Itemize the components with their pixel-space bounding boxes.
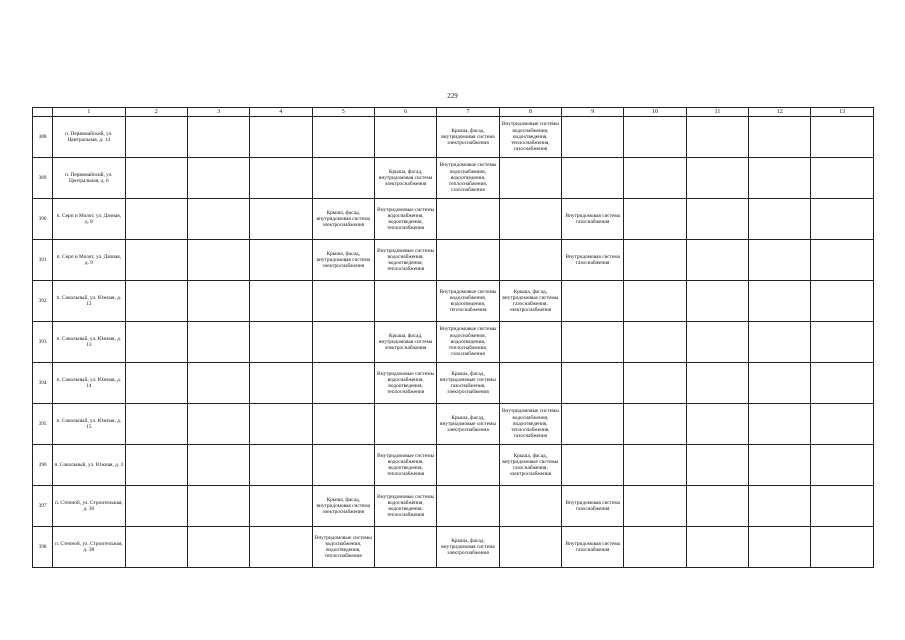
- work-cell-col-10: [624, 240, 686, 281]
- work-cell-col-13: [811, 281, 874, 322]
- work-cell-col-10: [624, 404, 686, 445]
- work-cell-col-9: [562, 322, 624, 363]
- work-cell-col-2: [125, 363, 187, 404]
- work-cell-col-12: [749, 363, 811, 404]
- column-header-8: 8: [499, 108, 561, 117]
- work-cell-col-9: [562, 117, 624, 158]
- work-description: Крыша, фасад, внутридомовая система электроснабжения: [316, 209, 371, 229]
- work-cell-col-3: [187, 281, 249, 322]
- header-blank-cell: [33, 108, 53, 117]
- work-cell-col-3: [187, 158, 249, 199]
- work-cell-col-11: [686, 322, 748, 363]
- work-cell-col-6: [374, 158, 436, 199]
- work-cell-col-4: [250, 527, 312, 568]
- table-row: [33, 281, 874, 322]
- row-number: 391: [33, 240, 53, 281]
- work-cell-col-8: [499, 322, 561, 363]
- work-cell-col-3: [187, 486, 249, 527]
- work-cell-col-2: [125, 117, 187, 158]
- work-cell-col-3: [187, 527, 249, 568]
- column-header-11: 11: [686, 108, 748, 117]
- work-cell-col-11: [686, 281, 748, 322]
- work-description: Внутридомовые системы водоснабжения, водоотведения, теплоснабжения, газоснабжения: [501, 408, 559, 440]
- work-cell-col-13: [811, 240, 874, 281]
- row-number: 392: [33, 281, 53, 322]
- work-cell-col-7: [437, 199, 499, 240]
- work-cell-col-3: [187, 363, 249, 404]
- work-cell-col-5: [312, 158, 374, 199]
- work-cell-col-12: [749, 158, 811, 199]
- work-description: Внутридомовые системы водоснабжения, водоотведения, теплоснабжения: [314, 534, 372, 560]
- row-number: 395: [33, 404, 53, 445]
- work-cell-col-9: [562, 404, 624, 445]
- work-description: Крыша, фасад, внутридомовая система электроснабжения: [378, 332, 433, 352]
- address-cell: п. Степной, ул. Строительная, д. 38: [53, 527, 125, 568]
- work-cell-col-10: [624, 199, 686, 240]
- table-row: [33, 486, 874, 527]
- work-cell-col-11: [686, 404, 748, 445]
- address-cell: п. Первомайский, ул. Центральная, д. 14: [53, 117, 125, 158]
- work-cell-col-2: [125, 158, 187, 199]
- table-row: [33, 199, 874, 240]
- work-cell-col-5: [312, 117, 374, 158]
- column-header-3: 3: [187, 108, 249, 117]
- work-cell-col-4: [250, 322, 312, 363]
- work-cell-col-4: [250, 240, 312, 281]
- work-cell-col-5: [312, 486, 374, 527]
- work-cell-col-5: [312, 363, 374, 404]
- work-description: Внутридомовые системы водоснабжения, водоотведения, теплоснабжения, газоснабжения: [439, 162, 497, 194]
- work-cell-col-3: [187, 445, 249, 486]
- work-description: Внутридомовая система газоснабжения: [565, 499, 620, 512]
- work-cell-col-12: [749, 404, 811, 445]
- work-cell-col-6: [374, 199, 436, 240]
- work-description: Внутридомовые системы водоснабжения, водоотведения, теплоснабжения: [377, 370, 435, 396]
- work-cell-col-2: [125, 322, 187, 363]
- work-cell-col-6: [374, 363, 436, 404]
- work-description: Крыша, фасад, внутридомовая система электроснабжения: [441, 537, 495, 557]
- table-row: [33, 240, 874, 281]
- work-cell-col-4: [250, 445, 312, 486]
- work-cell-col-5: [312, 445, 374, 486]
- work-description: Крыша, фасад, внутридомовая система электроснабжения: [378, 168, 433, 188]
- work-cell-col-7: [437, 322, 499, 363]
- page-number: 229: [447, 92, 458, 100]
- column-header-4: 4: [250, 108, 312, 117]
- work-cell-col-12: [749, 445, 811, 486]
- row-number: 398: [33, 527, 53, 568]
- work-cell-col-7: [437, 404, 499, 445]
- table-row: [33, 117, 874, 158]
- work-cell-col-2: [125, 404, 187, 445]
- work-cell-col-11: [686, 199, 748, 240]
- work-cell-col-8: [499, 158, 561, 199]
- address-cell: п. Серп и Молот, ул. Дачная, д. 9: [53, 240, 125, 281]
- work-description: Крыша, фасад, внутридомовая система электроснабжения: [316, 496, 371, 516]
- row-number: 394: [33, 363, 53, 404]
- work-description: Крыша, фасад, внутридомовая система электроснабжения: [441, 127, 495, 147]
- table-body: [33, 117, 874, 568]
- address-cell: п. Сокольный, ул. Южная, д. 15: [53, 404, 125, 445]
- work-cell-col-6: [374, 281, 436, 322]
- row-number: 397: [33, 486, 53, 527]
- work-cell-col-4: [250, 404, 312, 445]
- work-cell-col-8: [499, 199, 561, 240]
- work-cell-col-5: [312, 240, 374, 281]
- work-cell-col-11: [686, 117, 748, 158]
- work-cell-col-8: [499, 445, 561, 486]
- work-cell-col-9: [562, 527, 624, 568]
- work-cell-col-7: [437, 117, 499, 158]
- work-cell-col-10: [624, 322, 686, 363]
- work-cell-col-2: [125, 199, 187, 240]
- work-cell-col-10: [624, 363, 686, 404]
- work-cell-col-6: [374, 240, 436, 281]
- work-cell-col-6: [374, 404, 436, 445]
- work-cell-col-13: [811, 445, 874, 486]
- work-description: Крыша, фасад, внутридомовая система электроснабжения: [316, 250, 371, 270]
- column-header-6: 6: [374, 108, 436, 117]
- work-cell-col-8: [499, 404, 561, 445]
- work-description: Крыша, фасад, внутридомовые системы электроснабжения: [440, 414, 496, 434]
- work-cell-col-10: [624, 486, 686, 527]
- work-cell-col-8: [499, 486, 561, 527]
- work-cell-col-13: [811, 158, 874, 199]
- work-cell-col-10: [624, 281, 686, 322]
- work-cell-col-2: [125, 240, 187, 281]
- work-description: Крыша, фасад, внутридомовые системы газоснабжения, электроснабжения: [502, 452, 559, 478]
- work-cell-col-7: [437, 527, 499, 568]
- work-cell-col-5: [312, 404, 374, 445]
- work-cell-col-11: [686, 158, 748, 199]
- work-cell-col-9: [562, 445, 624, 486]
- work-cell-col-11: [686, 527, 748, 568]
- work-cell-col-13: [811, 117, 874, 158]
- work-cell-col-9: [562, 158, 624, 199]
- work-description: Внутридомовые системы водоснабжения, водоотведения, теплоснабжения, газоснабжения: [439, 326, 497, 358]
- work-cell-col-7: [437, 445, 499, 486]
- repair-schedule-table: [32, 107, 874, 568]
- work-cell-col-7: [437, 363, 499, 404]
- work-cell-col-6: [374, 445, 436, 486]
- table-row: [33, 527, 874, 568]
- work-cell-col-5: [312, 527, 374, 568]
- address-cell: п. Первомайский, ул. Центральная, д. 6: [53, 158, 125, 199]
- work-cell-col-12: [749, 486, 811, 527]
- work-cell-col-3: [187, 117, 249, 158]
- work-cell-col-13: [811, 486, 874, 527]
- work-cell-col-3: [187, 404, 249, 445]
- work-description: Внутридомовые системы водоснабжения, водоотведения, теплоснабжения: [377, 493, 435, 519]
- row-number: 393: [33, 322, 53, 363]
- address-cell: п. Сокольный, ул. Южная, д. 12: [53, 281, 125, 322]
- work-cell-col-11: [686, 486, 748, 527]
- work-cell-col-8: [499, 363, 561, 404]
- row-number: 388: [33, 117, 53, 158]
- work-cell-col-9: [562, 199, 624, 240]
- work-cell-col-12: [749, 527, 811, 568]
- work-cell-col-13: [811, 404, 874, 445]
- column-header-1: 1: [53, 108, 125, 117]
- work-cell-col-8: [499, 117, 561, 158]
- work-cell-col-8: [499, 527, 561, 568]
- address-cell: п. Серп и Молот, ул. Дачная, д. 8: [53, 199, 125, 240]
- column-header-9: 9: [562, 108, 624, 117]
- work-cell-col-10: [624, 445, 686, 486]
- row-number: 390: [33, 199, 53, 240]
- work-cell-col-10: [624, 117, 686, 158]
- work-cell-col-12: [749, 117, 811, 158]
- row-number: 396: [33, 445, 53, 486]
- work-cell-col-6: [374, 527, 436, 568]
- table-row: [33, 158, 874, 199]
- work-cell-col-4: [250, 363, 312, 404]
- work-cell-col-11: [686, 445, 748, 486]
- work-description: Внутридомовая система газоснабжения: [565, 540, 620, 553]
- work-cell-col-7: [437, 281, 499, 322]
- work-cell-col-13: [811, 322, 874, 363]
- work-cell-col-7: [437, 240, 499, 281]
- table-row: [33, 363, 874, 404]
- work-cell-col-13: [811, 527, 874, 568]
- work-description: Внутридомовая система газоснабжения: [565, 253, 620, 266]
- address-cell: п. Сокольный, ул. Южная, д. 3: [53, 445, 125, 486]
- work-cell-col-12: [749, 281, 811, 322]
- work-cell-col-9: [562, 363, 624, 404]
- work-cell-col-9: [562, 486, 624, 527]
- work-cell-col-10: [624, 527, 686, 568]
- work-description: Внутридомовые системы водоснабжения, водоотведения, теплоснабжения: [377, 206, 435, 232]
- table-row: [33, 322, 874, 363]
- work-cell-col-3: [187, 322, 249, 363]
- work-cell-col-4: [250, 117, 312, 158]
- column-header-13: 13: [811, 108, 874, 117]
- work-cell-col-4: [250, 281, 312, 322]
- work-cell-col-6: [374, 322, 436, 363]
- work-cell-col-6: [374, 486, 436, 527]
- work-cell-col-10: [624, 158, 686, 199]
- work-cell-col-4: [250, 486, 312, 527]
- work-cell-col-9: [562, 281, 624, 322]
- work-cell-col-12: [749, 322, 811, 363]
- address-cell: п. Степной, ул. Строительная, д. 30: [53, 486, 125, 527]
- work-cell-col-6: [374, 117, 436, 158]
- work-cell-col-3: [187, 240, 249, 281]
- work-cell-col-3: [187, 199, 249, 240]
- work-cell-col-12: [749, 199, 811, 240]
- work-cell-col-13: [811, 199, 874, 240]
- work-description: Внутридомовые системы водоснабжения, водоотведения, теплоснабжения: [377, 247, 435, 273]
- work-description: Внутридомовая система газоснабжения: [565, 212, 620, 225]
- address-cell: п. Сокольный, ул. Южная, д. 14: [53, 363, 125, 404]
- work-cell-col-12: [749, 240, 811, 281]
- work-cell-col-2: [125, 445, 187, 486]
- column-header-7: 7: [437, 108, 499, 117]
- column-header-12: 12: [749, 108, 811, 117]
- work-cell-col-2: [125, 486, 187, 527]
- work-cell-col-11: [686, 240, 748, 281]
- table-row: [33, 445, 874, 486]
- work-cell-col-13: [811, 363, 874, 404]
- table-row: [33, 404, 874, 445]
- work-cell-col-7: [437, 158, 499, 199]
- address-cell: п. Сокольный, ул. Южная, д. 13: [53, 322, 125, 363]
- work-description: Крыша, фасад, внутридомовые системы газоснабжения, электроснабжения: [502, 288, 559, 314]
- work-cell-col-8: [499, 281, 561, 322]
- column-header-2: 2: [125, 108, 187, 117]
- header-row: [33, 108, 874, 117]
- work-description: Внутридомовые системы водоснабжения, водоотведения, теплоснабжения, газоснабжения: [501, 121, 559, 153]
- work-cell-col-11: [686, 363, 748, 404]
- work-description: Внутридомовые системы водоснабжения, водоотведения, теплоснабжения: [439, 288, 497, 314]
- work-description: Крыша, фасад, внутридомовые системы газоснабжения, электроснабжения: [440, 370, 496, 396]
- column-header-5: 5: [312, 108, 374, 117]
- work-cell-col-8: [499, 240, 561, 281]
- work-cell-col-2: [125, 281, 187, 322]
- row-number: 389: [33, 158, 53, 199]
- work-cell-col-9: [562, 240, 624, 281]
- work-description: Внутридомовые системы водоснабжения, водоотведения, теплоснабжения: [377, 452, 435, 478]
- work-cell-col-5: [312, 199, 374, 240]
- work-cell-col-4: [250, 199, 312, 240]
- work-cell-col-5: [312, 322, 374, 363]
- work-cell-col-7: [437, 486, 499, 527]
- column-header-10: 10: [624, 108, 686, 117]
- work-cell-col-2: [125, 527, 187, 568]
- work-cell-col-4: [250, 158, 312, 199]
- work-cell-col-5: [312, 281, 374, 322]
